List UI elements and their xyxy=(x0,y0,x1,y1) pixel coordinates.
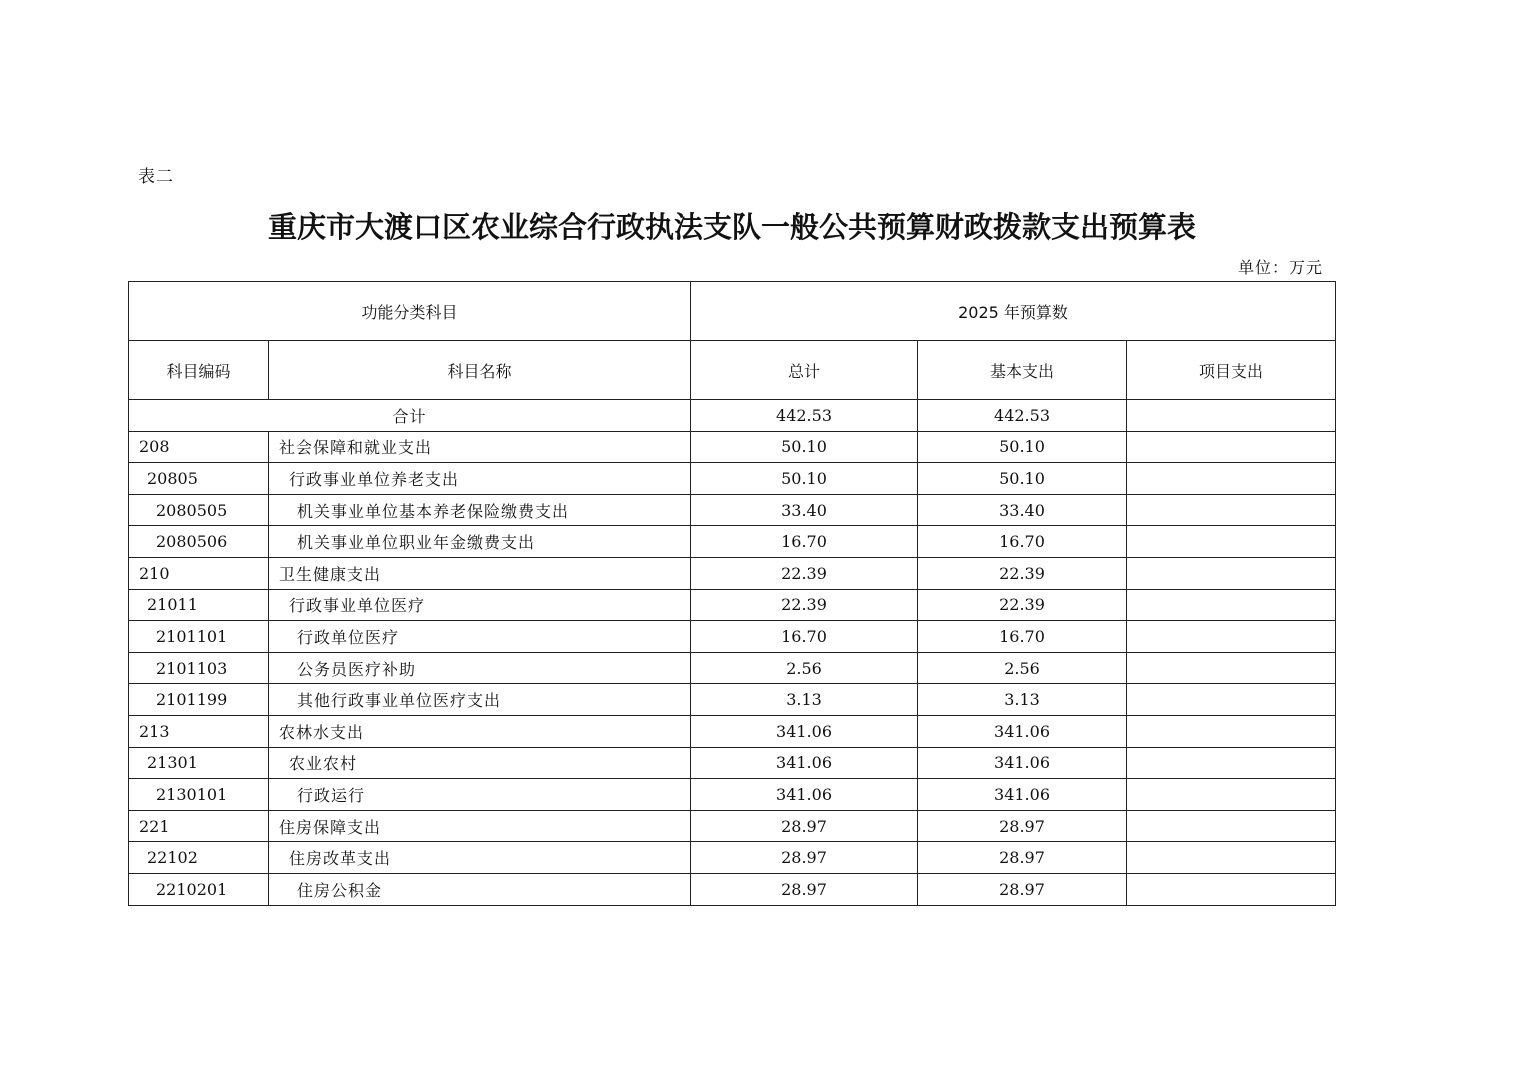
table-row xyxy=(129,589,1336,621)
row-total: 16.70 xyxy=(691,526,918,558)
row-project xyxy=(1127,842,1336,874)
row-project xyxy=(1127,715,1336,747)
row-project xyxy=(1127,463,1336,495)
row-name: 其他行政事业单位医疗支出 xyxy=(269,684,691,716)
table-row xyxy=(129,557,1336,589)
row-total: 341.06 xyxy=(691,779,918,811)
header-basic: 基本支出 xyxy=(918,341,1127,400)
row-code: 2101103 xyxy=(129,652,269,684)
row-total: 16.70 xyxy=(691,621,918,653)
row-total: 50.10 xyxy=(691,463,918,495)
row-total: 341.06 xyxy=(691,747,918,779)
header-name: 科目名称 xyxy=(269,341,691,400)
table-row xyxy=(129,873,1336,905)
row-code: 210 xyxy=(129,557,269,589)
total-project-amount xyxy=(1127,400,1336,432)
row-name: 行政事业单位养老支出 xyxy=(269,463,691,495)
row-name: 住房保障支出 xyxy=(269,810,691,842)
row-project xyxy=(1127,779,1336,811)
row-basic: 341.06 xyxy=(918,779,1127,811)
row-project xyxy=(1127,557,1336,589)
row-total: 341.06 xyxy=(691,715,918,747)
header-group-row xyxy=(129,282,1336,341)
row-basic: 341.06 xyxy=(918,715,1127,747)
table-label: 表二 xyxy=(138,167,174,187)
row-project xyxy=(1127,873,1336,905)
table-row xyxy=(129,494,1336,526)
row-name: 行政单位医疗 xyxy=(269,621,691,653)
header-functional-category: 功能分类科目 xyxy=(129,282,691,341)
row-total: 50.10 xyxy=(691,431,918,463)
row-basic: 22.39 xyxy=(918,589,1127,621)
row-total: 2.56 xyxy=(691,652,918,684)
row-basic: 33.40 xyxy=(918,494,1127,526)
row-name: 机关事业单位职业年金缴费支出 xyxy=(269,526,691,558)
table-row xyxy=(129,684,1336,716)
row-basic: 3.13 xyxy=(918,684,1127,716)
row-basic: 22.39 xyxy=(918,557,1127,589)
row-code: 20805 xyxy=(129,463,269,495)
row-name: 机关事业单位基本养老保险缴费支出 xyxy=(269,494,691,526)
header-project: 项目支出 xyxy=(1127,341,1336,400)
table-row xyxy=(129,652,1336,684)
row-name: 卫生健康支出 xyxy=(269,557,691,589)
header-total: 总计 xyxy=(691,341,918,400)
row-code: 21301 xyxy=(129,747,269,779)
row-total: 22.39 xyxy=(691,557,918,589)
table-row xyxy=(129,747,1336,779)
row-code: 22102 xyxy=(129,842,269,874)
table-row xyxy=(129,463,1336,495)
row-code: 2101199 xyxy=(129,684,269,716)
row-code: 208 xyxy=(129,431,269,463)
row-code: 21011 xyxy=(129,589,269,621)
row-name: 行政运行 xyxy=(269,779,691,811)
header-budget-year: 2025 年预算数 xyxy=(691,282,1336,341)
table-row xyxy=(129,842,1336,874)
row-code: 213 xyxy=(129,715,269,747)
unit-label: 单位：万元 xyxy=(1237,258,1323,277)
row-project xyxy=(1127,431,1336,463)
row-name: 农业农村 xyxy=(269,747,691,779)
row-name: 公务员医疗补助 xyxy=(269,652,691,684)
row-project xyxy=(1127,684,1336,716)
row-basic: 50.10 xyxy=(918,463,1127,495)
row-code: 2080505 xyxy=(129,494,269,526)
row-project xyxy=(1127,589,1336,621)
row-name: 社会保障和就业支出 xyxy=(269,431,691,463)
table-row xyxy=(129,431,1336,463)
table-row xyxy=(129,621,1336,653)
row-code: 2130101 xyxy=(129,779,269,811)
row-name: 住房公积金 xyxy=(269,873,691,905)
row-basic: 28.97 xyxy=(918,842,1127,874)
row-total: 28.97 xyxy=(691,842,918,874)
header-code: 科目编码 xyxy=(129,341,269,400)
row-total: 33.40 xyxy=(691,494,918,526)
row-code: 2080506 xyxy=(129,526,269,558)
row-code: 2210201 xyxy=(129,873,269,905)
total-label: 合计 xyxy=(129,400,691,432)
header-column-row xyxy=(129,341,1336,400)
row-basic: 50.10 xyxy=(918,431,1127,463)
total-basic-amount: 442.53 xyxy=(918,400,1127,432)
total-row xyxy=(129,400,1336,432)
row-project xyxy=(1127,747,1336,779)
row-total: 22.39 xyxy=(691,589,918,621)
row-code: 2101101 xyxy=(129,621,269,653)
row-name: 农林水支出 xyxy=(269,715,691,747)
document-title: 重庆市大渡口区农业综合行政执法支队一般公共预算财政拨款支出预算表 xyxy=(267,210,1196,244)
table-row xyxy=(129,779,1336,811)
total-amount: 442.53 xyxy=(691,400,918,432)
row-total: 28.97 xyxy=(691,810,918,842)
row-basic: 2.56 xyxy=(918,652,1127,684)
row-total: 3.13 xyxy=(691,684,918,716)
row-project xyxy=(1127,494,1336,526)
row-name: 住房改革支出 xyxy=(269,842,691,874)
row-project xyxy=(1127,621,1336,653)
row-basic: 28.97 xyxy=(918,810,1127,842)
row-name: 行政事业单位医疗 xyxy=(269,589,691,621)
row-project xyxy=(1127,652,1336,684)
row-basic: 16.70 xyxy=(918,621,1127,653)
row-basic: 16.70 xyxy=(918,526,1127,558)
table-row xyxy=(129,526,1336,558)
row-total: 28.97 xyxy=(691,873,918,905)
table-row xyxy=(129,715,1336,747)
budget-table xyxy=(128,281,1336,906)
row-project xyxy=(1127,810,1336,842)
table-row xyxy=(129,810,1336,842)
row-basic: 28.97 xyxy=(918,873,1127,905)
row-code: 221 xyxy=(129,810,269,842)
row-project xyxy=(1127,526,1336,558)
row-basic: 341.06 xyxy=(918,747,1127,779)
